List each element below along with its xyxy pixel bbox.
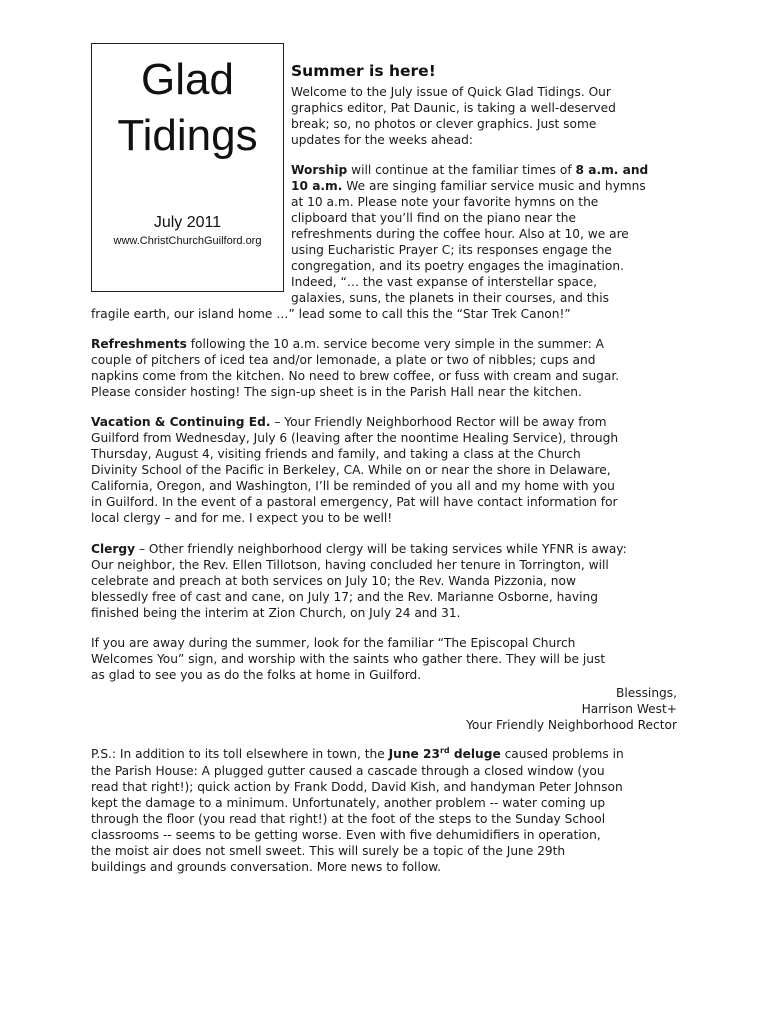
worship-text: will continue at the familiar times of — [347, 163, 576, 177]
worship-text: We are singing familiar service music and hymns — [342, 179, 646, 193]
ps-text: P.S.: In addition to its toll elsewhere in town, the — [91, 747, 389, 761]
clergy-text: – Other friendly neighborhood clergy will be taking services while YFNR is away: — [135, 542, 627, 556]
ps-deluge-label: deluge — [449, 747, 501, 761]
worship-line: fragile earth, our island home …” lead some to call this the “Star Trek Canon!” — [91, 307, 571, 321]
worship-line: galaxies, suns, the planets in their courses, and this — [291, 291, 609, 305]
ps-first-line — [91, 746, 624, 762]
issue-date: July 2011 — [153, 214, 222, 231]
intro-line: graphics editor, Pat Daunic, is taking a well-deserved — [291, 101, 616, 115]
worship-line: at 10 a.m. Please note your favorite hymns on the — [291, 195, 599, 209]
away-line: Welcomes You” sign, and worship with the saints who gather there. They will be just — [91, 652, 606, 666]
ps-line: the moist air does not smell sweet. This will surely be a topic of the June 29th — [91, 844, 566, 858]
clergy-line: celebrate and preach at both services on July 10; the Rev. Wanda Pizzonia, now — [91, 574, 576, 588]
intro-line: Welcome to the July issue of Quick Glad Tidings. Our — [291, 85, 611, 99]
intro-heading: Summer is here! — [291, 62, 436, 80]
vacation-text: – Your Friendly Neighborhood Rector will be away from — [270, 415, 607, 429]
ps-june-label: June 23 — [388, 747, 440, 761]
ps-june-date — [389, 747, 501, 761]
clergy-line: Our neighbor, the Rev. Ellen Tillotson, having concluded her tenure in Torrington, will — [91, 558, 609, 572]
refreshments-line: Please consider hosting! The sign-up sheet is in the Parish Hall near the kitchen. — [91, 385, 582, 399]
signature-title: Your Friendly Neighborhood Rector — [466, 718, 677, 732]
worship-label: Worship — [291, 163, 348, 177]
ps-date-suffix: rd — [439, 745, 450, 755]
intro-line: break; so, no photos or clever graphics. Just some — [291, 117, 597, 131]
website-address: www.ChristChurchGuilford.org — [113, 235, 262, 247]
signature-closing: Blessings, — [615, 686, 677, 700]
ps-line: the Parish House: A plugged gutter caused a cascade through a closed window (you — [91, 764, 605, 778]
refreshments-text: following the 10 a.m. service become very simple in the summer: A — [186, 337, 605, 351]
worship-line: congregation, and its poetry engages the imagination. — [291, 259, 624, 273]
vacation-first-line — [91, 414, 607, 430]
vacation-line: Divinity School of the Pacific in Berkeley, CA. While on or near the shore in Delaware, — [91, 463, 611, 477]
away-line: If you are away during the summer, look for the familiar “The Episcopal Church — [91, 636, 576, 650]
refreshments-line: couple of pitchers of iced tea and/or lemonade, a plate or two of nibbles; cups and — [91, 353, 596, 367]
clergy-label: Clergy — [91, 542, 136, 556]
vacation-line: local clergy – and for me. I expect you to be well! — [91, 511, 393, 525]
ps-line: kept the damage to a minimum. Unfortunately, another problem -- water coming up — [91, 796, 606, 810]
worship-time-8am: 8 a.m. and — [575, 163, 649, 177]
worship-line: using Eucharistic Prayer C; its responses engage the — [291, 243, 612, 257]
away-line: as glad to see you as do the folks at home in Guilford. — [91, 668, 422, 682]
vacation-line: Guilford from Wednesday, July 6 (leaving after the noontime Healing Service), through — [91, 431, 619, 445]
ps-line: read that right!); quick action by Frank Dodd, David Kish, and handyman Peter Johnson — [91, 780, 623, 794]
masthead-box — [91, 43, 284, 292]
worship-first-line — [291, 162, 648, 178]
worship-time-10am: 10 a.m. — [291, 179, 343, 193]
worship-line: clipboard that you’ll find on the piano near the — [291, 211, 576, 225]
masthead-title — [92, 52, 283, 164]
intro-line: updates for the weeks ahead: — [291, 133, 473, 147]
vacation-label: Vacation & Continuing Ed. — [91, 415, 271, 429]
signature-name: Harrison West+ — [581, 702, 677, 716]
ps-line: buildings and grounds conversation. More news to follow. — [91, 860, 442, 874]
ps-line: through the floor (you read that right!) at the foot of the steps to the Sunday School — [91, 812, 606, 826]
vacation-line: California, Oregon, and Washington, I’ll be reminded of you all and my home with you — [91, 479, 615, 493]
worship-line: refreshments during the coffee hour. Also at 10, we are — [291, 227, 629, 241]
clergy-first-line — [91, 541, 627, 557]
refreshments-line: napkins come from the kitchen. No need to brew coffee, or fuss with cream and sugar. — [91, 369, 620, 383]
clergy-line: finished being the interim at Zion Church, on July 24 and 31. — [91, 606, 461, 620]
ps-line: classrooms -- seems to be getting worse. Even with five dehumidifiers in operation, — [91, 828, 601, 842]
vacation-line: Thursday, August 4, visiting friends and family, and taking a class at the Church — [91, 447, 581, 461]
ps-text: caused problems in — [500, 747, 624, 761]
masthead-title-line2: Tidings — [117, 111, 258, 160]
worship-line: Indeed, “… the vast expanse of interstellar space, — [291, 275, 598, 289]
clergy-line: blessedly free of cast and cane, on July 17; and the Rev. Marianne Osborne, having — [91, 590, 598, 604]
masthead-title-line1: Glad — [141, 55, 234, 104]
worship-second-line — [291, 178, 646, 194]
refreshments-label: Refreshments — [91, 337, 187, 351]
refreshments-first-line — [91, 336, 604, 352]
vacation-line: in Guilford. In the event of a pastoral emergency, Pat will have contact information for — [91, 495, 618, 509]
